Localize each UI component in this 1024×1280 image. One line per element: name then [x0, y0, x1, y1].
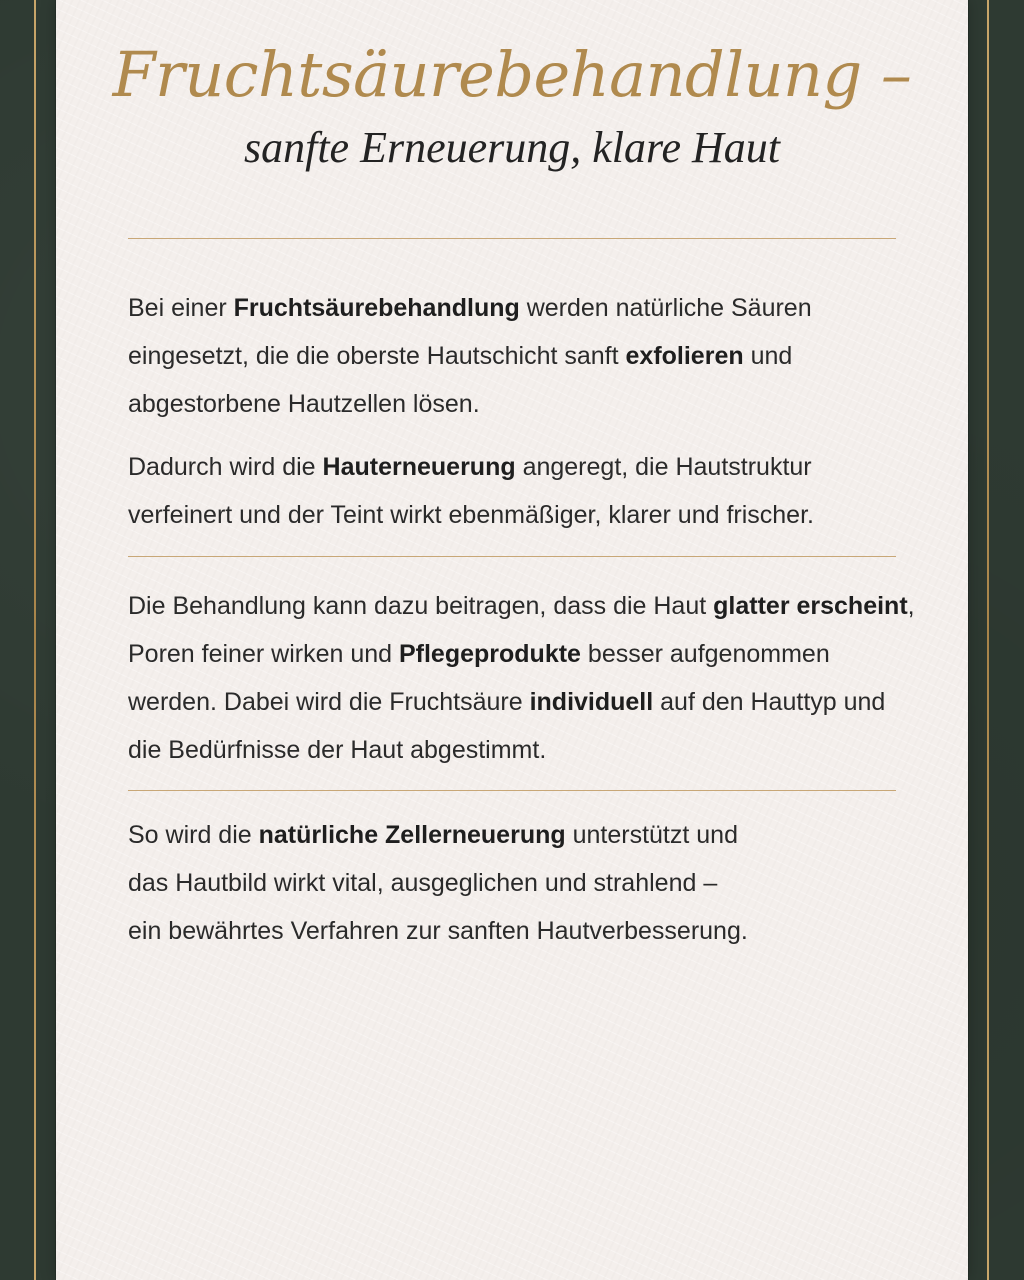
highlight-glatter-erscheint: glatter erscheint [713, 592, 908, 620]
page-subtitle: sanfte Erneuerung, klare Haut [243, 123, 781, 172]
paragraph-intro: Bei einer Fruchtsäurebehandlung werden natürliche Säuren eingesetzt, die die oberste Hautschicht sanft exfolieren und abgestorbene Hautzellen lösen. [128, 294, 812, 418]
paper-card [56, 0, 968, 1280]
paragraph-effect: Dadurch wird die Hauterneuerung angeregt, die Hautstruktur verfeinert und der Teint wirkt ebenmäßiger, klarer und frischer. [128, 453, 814, 529]
divider-bottom [128, 790, 896, 791]
gold-border-right [987, 0, 989, 1280]
highlight-fruchtsaeurebehandlung: Fruchtsäurebehandlung [233, 294, 520, 322]
highlight-pflegeprodukte: Pflegeprodukte [398, 640, 581, 668]
page-title: Fruchtsäurebehandlung – [112, 38, 912, 111]
highlight-natuerliche-zellerneuerung: natürliche Zellerneuerung [258, 821, 566, 849]
paragraph-benefits: Die Behandlung kann dazu beitragen, dass die Haut glatter erscheint, Poren feiner wirken und Pflegeprodukte besser aufgenommen werden. Dabei wird die Fruchtsäure individuell auf den Hauttyp und die Bedürfnisse der Haut abgestimmt. [128, 592, 915, 764]
divider-top [128, 238, 896, 239]
divider-middle [128, 556, 896, 557]
highlight-individuell: individuell [529, 688, 654, 716]
highlight-exfolieren: exfolieren [625, 342, 744, 370]
gold-border-left [34, 0, 36, 1280]
highlight-hauterneuerung: Hauterneuerung [322, 453, 516, 481]
paragraph-conclusion: So wird die natürliche Zellerneuerung unterstützt und das Hautbild wirkt vital, ausgeglichen und strahlend – ein bewährtes Verfahren zur sanften Hautverbesserung. [128, 821, 748, 945]
